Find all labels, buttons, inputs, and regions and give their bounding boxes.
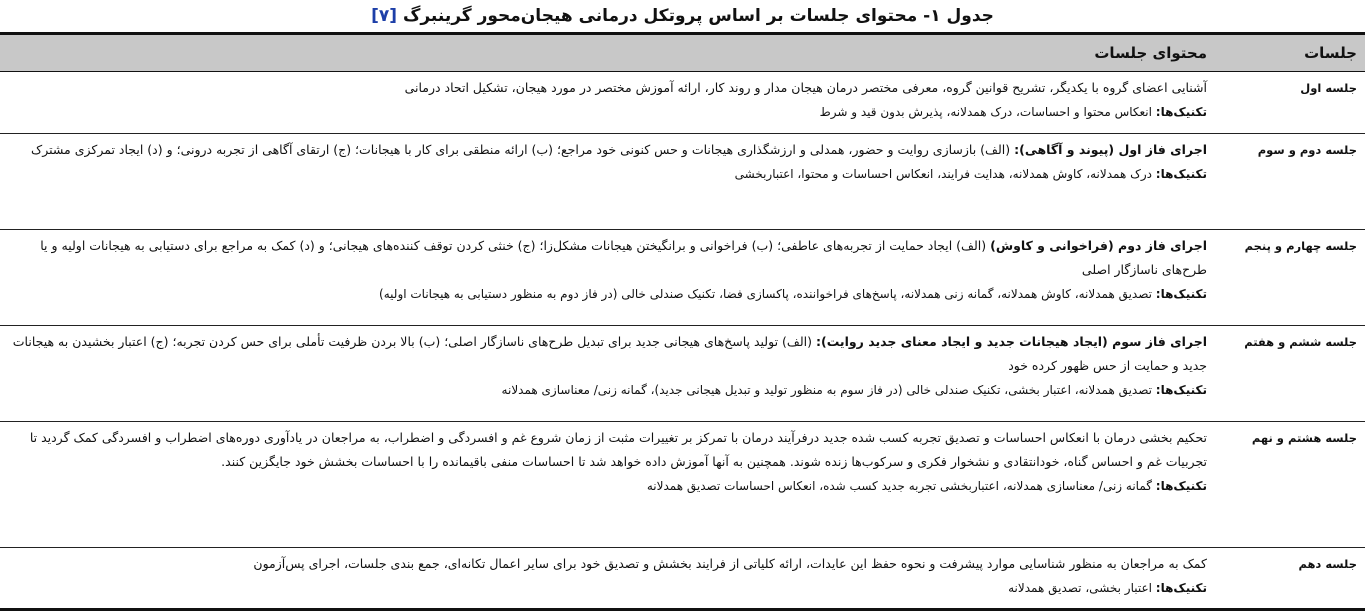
techniques-text: تصدیق همدلانه، اعتبار بخشی، تکنیک صندلی خالی (در فاز سوم به منظور تولید و تبدیل هیجانی جدید)، گمانه زنی/ معناسازی همدلانه — [501, 383, 1156, 397]
session-name: جلسه هشتم و نهم — [1215, 422, 1365, 548]
session-description: کمک به مراجعان به منظور شناسایی موارد پیشرفت و نحوه حفظ این عایدات، ارائه کلیاتی از فرایند بخشش و تصدیق خود برای سایر اعمال تکانه‌ای، جمع بندی جلسات، اجرای پس‌آزمون — [253, 556, 1207, 571]
techniques-label: تکنیک‌ها: — [1155, 581, 1207, 595]
session-content — [0, 230, 1215, 326]
header-sessions: جلسات — [1215, 34, 1365, 72]
table-row — [0, 72, 1365, 134]
techniques-text: اعتبار بخشی، تصدیق همدلانه — [1008, 581, 1156, 595]
table-row — [0, 326, 1365, 422]
session-name: جلسه دهم — [1215, 548, 1365, 610]
session-description: آشنایی اعضای گروه با یکدیگر، تشریح قوانین گروه، معرفی مختصر درمان هیجان مدار و روند کار، ارائه آموزش مختصر در مورد هیجان، تشکیل اتحاد درمانی — [404, 80, 1207, 95]
table-caption — [0, 0, 1365, 32]
session-description: (الف) بازسازی روایت و حضور، همدلی و ارزشگذاری هیجانات و حس کنونی خود مراجع؛ (ب) ارائه منطقی برای کار با هیجانات؛ (ج) ارتقای آگاهی از تجربه درونی؛ و (د) ایجاد تمرکزی مشترک — [31, 142, 1015, 157]
phase-title: اجرای فاز اول (پیوند و آگاهی): — [1014, 142, 1207, 157]
techniques-label: تکنیک‌ها: — [1155, 167, 1207, 181]
session-content — [0, 326, 1215, 422]
phase-title: اجرای فاز سوم (ایجاد هیجانات جدید و ایجاد معنای جدید روایت): — [815, 334, 1207, 349]
session-description: (الف) تولید پاسخ‌های هیجانی جدید برای تبدیل طرح‌های ناسازگار اصلی؛ (ب) بالا بردن ظرفیت تأملی برای حس کردن تجربه؛ (ج) اعتبار بخشیدن به هیجانات جدید و حمایت از حس ظهور کرده خود — [12, 334, 1207, 373]
techniques-label: تکنیک‌ها: — [1155, 479, 1207, 493]
techniques-text: درک همدلانه، کاوش همدلانه، هدایت فرایند، انعکاس احساسات و محتوا، اعتباربخشی — [734, 167, 1156, 181]
caption-reference: [۷] — [371, 6, 398, 26]
table-row — [0, 230, 1365, 326]
session-name: جلسه ششم و هفتم — [1215, 326, 1365, 422]
session-content — [0, 72, 1215, 134]
techniques-text: تصدیق همدلانه، کاوش همدلانه، گمانه زنی همدلانه، پاسخ‌های فراخواننده، پاکسازی فضا، تکنیک صندلی خالی (در فاز دوم به منظور دستیابی به هیجانات اولیه) — [379, 287, 1156, 301]
sessions-table — [0, 32, 1365, 611]
techniques-label: تکنیک‌ها: — [1155, 105, 1207, 119]
session-description: تحکیم بخشی درمان با انعکاس احساسات و تصدیق تجربه کسب شده جدید درفرآیند درمان با تمرکز بر تغییرات مثبت از زمان شروع غم و افسردگی و اضطراب، به مراجعان در یادآوری دوره‌های اضطراب و افسردگی کمک گردید تا تجربیات غم و احساس گناه، خودانتقادی و نشخوار فکری و سرکوب‌ها زنده شوند. همچنین به آنها آموزش داده خواهد شد تا احساسات منفی باقیمانده را با احساسات بخشش خود جایگزین کنند. — [29, 430, 1207, 469]
session-content — [0, 548, 1215, 610]
session-description: (الف) ایجاد حمایت از تجربه‌های عاطفی؛ (ب) فراخوانی و برانگیختن هیجانات مشکل‌زا؛ (ج) خنثی کردن توقف کننده‌های هیجانی؛ و (د) کمک به مراجع برای دستیابی به هیجانات اولیه و یا طرح‌های ناسازگار اصلی — [40, 238, 1207, 277]
table-row — [0, 548, 1365, 610]
header-content: محتوای جلسات — [0, 34, 1215, 72]
session-name: جلسه چهارم و پنجم — [1215, 230, 1365, 326]
table-row — [0, 134, 1365, 230]
table-row — [0, 422, 1365, 548]
phase-title: اجرای فاز دوم (فراخوانی و کاوش) — [990, 238, 1207, 253]
caption-text: جدول ۱- محتوای جلسات بر اساس پروتکل درمانی هیجان‌محور گرینبرگ — [402, 6, 994, 26]
techniques-text: انعکاس محتوا و احساسات، درک همدلانه، پذیرش بدون قید و شرط — [819, 105, 1156, 119]
session-content — [0, 422, 1215, 548]
techniques-label: تکنیک‌ها: — [1155, 383, 1207, 397]
table-header-row — [0, 34, 1365, 72]
techniques-label: تکنیک‌ها: — [1155, 287, 1207, 301]
session-name: جلسه دوم و سوم — [1215, 134, 1365, 230]
session-content — [0, 134, 1215, 230]
session-name: جلسه اول — [1215, 72, 1365, 134]
techniques-text: گمانه زنی/ معناسازی همدلانه، اعتباربخشی تجربه جدید کسب شده، انعکاس احساسات تصدیق همدلانه — [646, 479, 1156, 493]
